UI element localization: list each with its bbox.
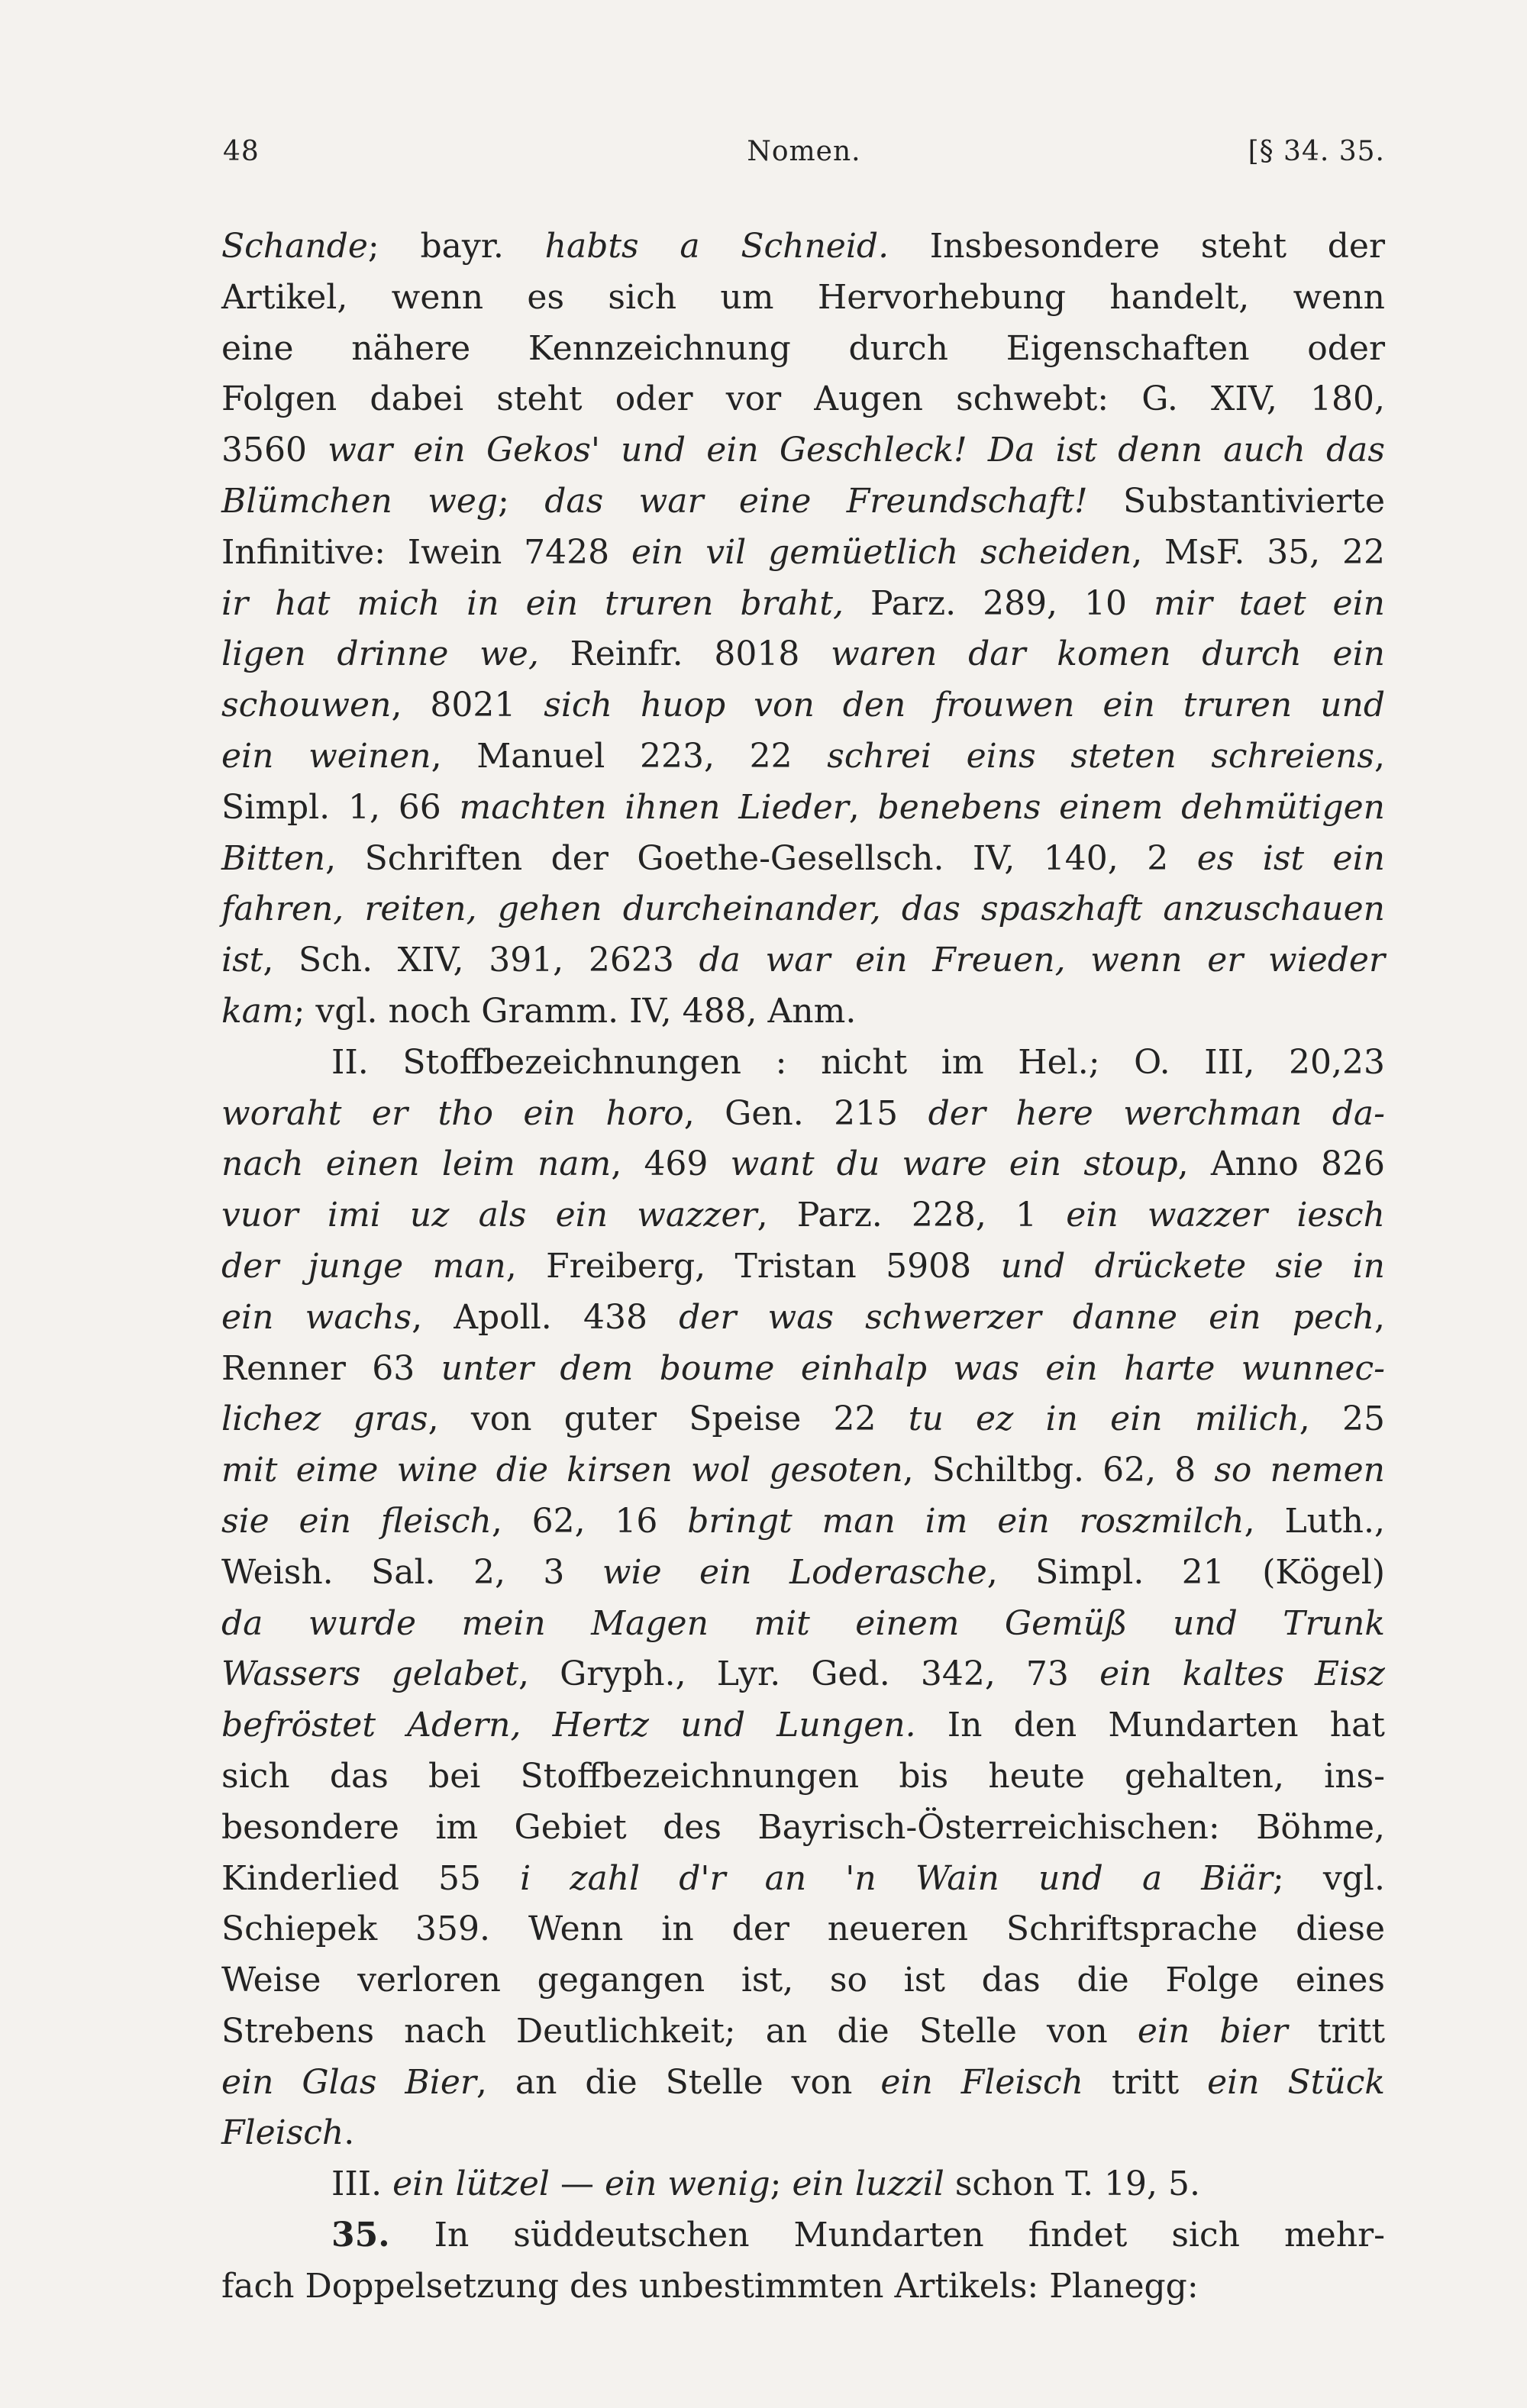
text-run: , von guter Speise 22 [428, 1399, 909, 1439]
text-line [221, 1089, 1385, 1140]
italic-quote: der was schwerzer danne ein pech [679, 1297, 1374, 1337]
italic-quote: schrei eins steten schreiens [827, 736, 1374, 776]
italic-quote: ir hat mich in ein truren braht, [221, 583, 844, 623]
italic-quote: woraht er tho ein horo [221, 1093, 684, 1133]
italic-quote: Fleisch [221, 2113, 344, 2153]
text-run: , Parz. 228, 1 [757, 1196, 1067, 1235]
text-line [221, 1344, 1385, 1395]
text-run: III. [331, 2164, 393, 2204]
italic-quote: unter dem boume einhalp was ein harte wunnec- [441, 1348, 1385, 1388]
text-line [221, 629, 1385, 680]
text-run: In süddeutschen Mundarten findet sich mehr- [389, 2216, 1385, 2255]
text-run: Renner 63 [221, 1348, 441, 1388]
italic-quote: mit eime wine die kirsen wol gesoten [221, 1451, 903, 1490]
text-line [221, 425, 1385, 476]
italic-quote: ein vil gemüetlich scheiden [631, 532, 1132, 572]
text-run: , 25 [1299, 1399, 1386, 1439]
text-line [221, 221, 1385, 273]
text-line [221, 731, 1385, 783]
text-line [221, 1190, 1385, 1241]
italic-quote: nach einen leim nam [221, 1144, 612, 1184]
text-run: , Gryph., Lyr. Ged. 342, 73 [518, 1654, 1100, 1694]
text-run: fach Doppelsetzung des unbestimmten Artikels: Planegg: [221, 2266, 1199, 2306]
text-run: Folgen dabei steht oder vor Augen schwebt: G. XIV, 180, [221, 379, 1385, 419]
italic-quote: Bitten [221, 838, 326, 878]
text-run: tritt [1287, 2011, 1386, 2051]
text-run: Infinitive: Iwein 7428 [221, 532, 631, 572]
text-run: , Freiberg, Tristan 5908 [505, 1246, 1001, 1286]
text-run: , 8021 [391, 686, 544, 725]
text-run: Artikel, wenn es sich um Hervorhebung handelt, wenn [221, 277, 1385, 317]
text-run: Parz. 289, 10 [843, 583, 1154, 623]
italic-quote: ein wazzer iesch [1066, 1196, 1385, 1235]
text-run: , 62, 16 [491, 1501, 688, 1541]
text-line [221, 1803, 1385, 1854]
text-line [221, 834, 1385, 885]
text-line [221, 884, 1385, 935]
italic-quote: bringt man im ein roszmilch [687, 1501, 1245, 1541]
text-run: , [848, 787, 878, 827]
italic-quote: ein luzzil [792, 2164, 944, 2204]
text-line [221, 2159, 1385, 2210]
italic-quote: vuor imi uz als ein wazzer [221, 1196, 757, 1235]
text-run: schon T. 19, 5. [944, 2164, 1200, 2204]
text-run: , Apoll. 438 [412, 1297, 680, 1337]
text-run: , Luth., [1244, 1501, 1385, 1541]
italic-quote: ist [221, 941, 263, 980]
running-header [223, 136, 1385, 189]
text-run: Weise verloren gegangen ist, so ist das die Folge eines [221, 1961, 1385, 2000]
text-line [221, 1394, 1385, 1445]
text-run: II. Stoffbezeichnungen : nicht im Hel.; O. III, 20,23 [331, 1042, 1385, 1082]
italic-quote: sich huop von den frouwen ein truren und [544, 686, 1385, 725]
italic-quote: der junge man [221, 1246, 506, 1286]
text-line [221, 1854, 1385, 1905]
text-run: Insbesondere steht der [889, 227, 1385, 266]
text-run: , MsF. 35, 22 [1132, 532, 1385, 572]
text-line [221, 273, 1385, 324]
text-run: Reinfr. 8018 [538, 634, 831, 674]
text-run: , Manuel 223, 22 [431, 736, 828, 776]
text-run: Kinderlied 55 [221, 1858, 521, 1898]
text-run: tritt [1083, 2062, 1208, 2102]
text-line [221, 1955, 1385, 2006]
text-line [221, 324, 1385, 375]
italic-quote: ein bier [1137, 2011, 1288, 2051]
italic-quote: das war eine Freundschaft! [544, 481, 1088, 521]
italic-quote: ein wenig [604, 2164, 770, 2204]
italic-quote: ein weinen [221, 736, 431, 776]
section-number: 35. [331, 2216, 390, 2255]
italic-quote: schouwen [221, 686, 392, 725]
running-title: Nomen. [747, 136, 861, 167]
italic-quote: ein kaltes Eisz [1099, 1654, 1385, 1694]
text-run: , [1374, 736, 1385, 776]
text-run: Weish. Sal. 2, 3 [221, 1552, 602, 1592]
text-line [221, 1700, 1385, 1751]
text-line [221, 680, 1385, 731]
italic-quote: ein wachs [221, 1297, 412, 1337]
text-run: Simpl. 1, 66 [221, 787, 460, 827]
text-line [221, 476, 1385, 528]
text-run: , [1374, 1297, 1385, 1337]
text-run: . [344, 2113, 355, 2153]
italic-quote: ligen drinne we, [221, 634, 539, 674]
text-run: — [549, 2164, 605, 2204]
text-line [221, 1751, 1385, 1803]
italic-quote: Blümchen weg [221, 481, 499, 521]
italic-quote: sie ein fleisch [221, 1501, 492, 1541]
text-run: , Gen. 215 [683, 1093, 928, 1133]
text-run: , Sch. XIV, 391, 2623 [263, 941, 699, 980]
italic-quote: Wassers gelabet [221, 1654, 518, 1694]
italic-quote: i zahl d'r an 'n Wain und a Biär [520, 1858, 1273, 1898]
text-line [221, 1241, 1385, 1293]
italic-quote: waren dar komen durch ein [831, 634, 1386, 674]
italic-quote: war ein Gekos' und ein Geschleck! Da ist denn auch das [328, 431, 1385, 470]
text-line [221, 1445, 1385, 1496]
page-number: 48 [223, 136, 260, 167]
italic-quote: und drückete sie in [1000, 1246, 1386, 1286]
text-run: eine nähere Kennzeichnung durch Eigenschaften oder [221, 328, 1385, 368]
italic-quote: der here werchman da- [928, 1093, 1386, 1133]
italic-quote: da wurde mein Magen mit einem Gemüß und Trunk [221, 1603, 1385, 1643]
text-run: Schiepek 359. Wenn in der neueren Schriftsprache diese [221, 1909, 1385, 1949]
text-run: besondere im Gebiet des Bayrisch-Österreichischen: Böhme, [221, 1807, 1385, 1847]
text-run: , Schiltbg. 62, 8 [902, 1451, 1215, 1490]
text-run: Substantivierte [1087, 481, 1385, 521]
italic-quote: fahren, reiten, gehen durcheinander, das spaszhaft anzuschauen [221, 889, 1385, 929]
italic-quote: es ist ein [1196, 838, 1386, 878]
text-line [221, 935, 1385, 986]
text-line [221, 1293, 1385, 1344]
italic-quote: wie ein Loderasche [602, 1552, 987, 1592]
text-line [221, 2108, 1385, 2159]
italic-quote: ein lützel [392, 2164, 550, 2204]
text-run: , an die Stelle von [476, 2062, 881, 2102]
text-line [221, 2261, 1385, 2313]
italic-quote: ein Glas Bier [221, 2062, 476, 2102]
text-run: ; bayr. [367, 227, 545, 266]
text-run: , Schriften der Goethe-Gesellsch. IV, 140, 2 [325, 838, 1197, 878]
text-line [221, 2210, 1385, 2261]
text-run: Strebens nach Deutlichkeit; an die Stelle von [221, 2011, 1138, 2051]
italic-quote: habts a Schneid. [544, 227, 889, 266]
italic-quote: lichez gras [221, 1399, 428, 1439]
italic-quote: kam [221, 991, 294, 1031]
italic-quote: ein Fleisch [880, 2062, 1084, 2102]
text-run: , Simpl. 21 (Kögel) [986, 1552, 1385, 1592]
italic-quote: ein Stück [1207, 2062, 1386, 2102]
text-line [221, 579, 1385, 630]
italic-quote: befröstet Adern, Hertz und Lungen. [221, 1706, 916, 1745]
italic-quote: want du ware ein stoup [730, 1144, 1178, 1184]
italic-quote: machten ihnen Lieder [459, 787, 849, 827]
section-reference: [§ 34. 35. [1248, 136, 1385, 167]
text-line [221, 1904, 1385, 1955]
italic-quote: mir taet ein [1154, 583, 1386, 623]
italic-quote: tu ez in ein milich [908, 1399, 1299, 1439]
text-run: ; [498, 481, 545, 521]
body-text [221, 221, 1385, 2313]
text-line [221, 1599, 1385, 1650]
text-line [221, 1548, 1385, 1599]
italic-quote: Schande [221, 227, 368, 266]
text-line [221, 986, 1385, 1038]
text-run: ; [770, 2164, 793, 2204]
text-line [221, 1038, 1385, 1089]
italic-quote: benebens einem dehmütigen [877, 787, 1385, 827]
text-run: ; vgl. [1272, 1858, 1385, 1898]
text-run: , Anno 826 [1177, 1144, 1385, 1184]
text-line [221, 783, 1385, 834]
italic-quote: da war ein Freuen, wenn er wieder [699, 941, 1385, 980]
text-run: ; vgl. noch Gramm. IV, 488, Anm. [293, 991, 857, 1031]
text-line [221, 528, 1385, 579]
text-run: , 469 [611, 1144, 731, 1184]
text-run: In den Mundarten hat [915, 1706, 1385, 1745]
text-run: 3560 [221, 431, 328, 470]
text-line [221, 2006, 1385, 2058]
text-line [221, 1496, 1385, 1548]
text-line [221, 374, 1385, 425]
italic-quote: so nemen [1214, 1451, 1385, 1490]
text-line [221, 2058, 1385, 2109]
text-line [221, 1649, 1385, 1700]
text-line [221, 1139, 1385, 1190]
text-run: sich das bei Stoffbezeichnungen bis heute gehalten, ins- [221, 1756, 1385, 1796]
